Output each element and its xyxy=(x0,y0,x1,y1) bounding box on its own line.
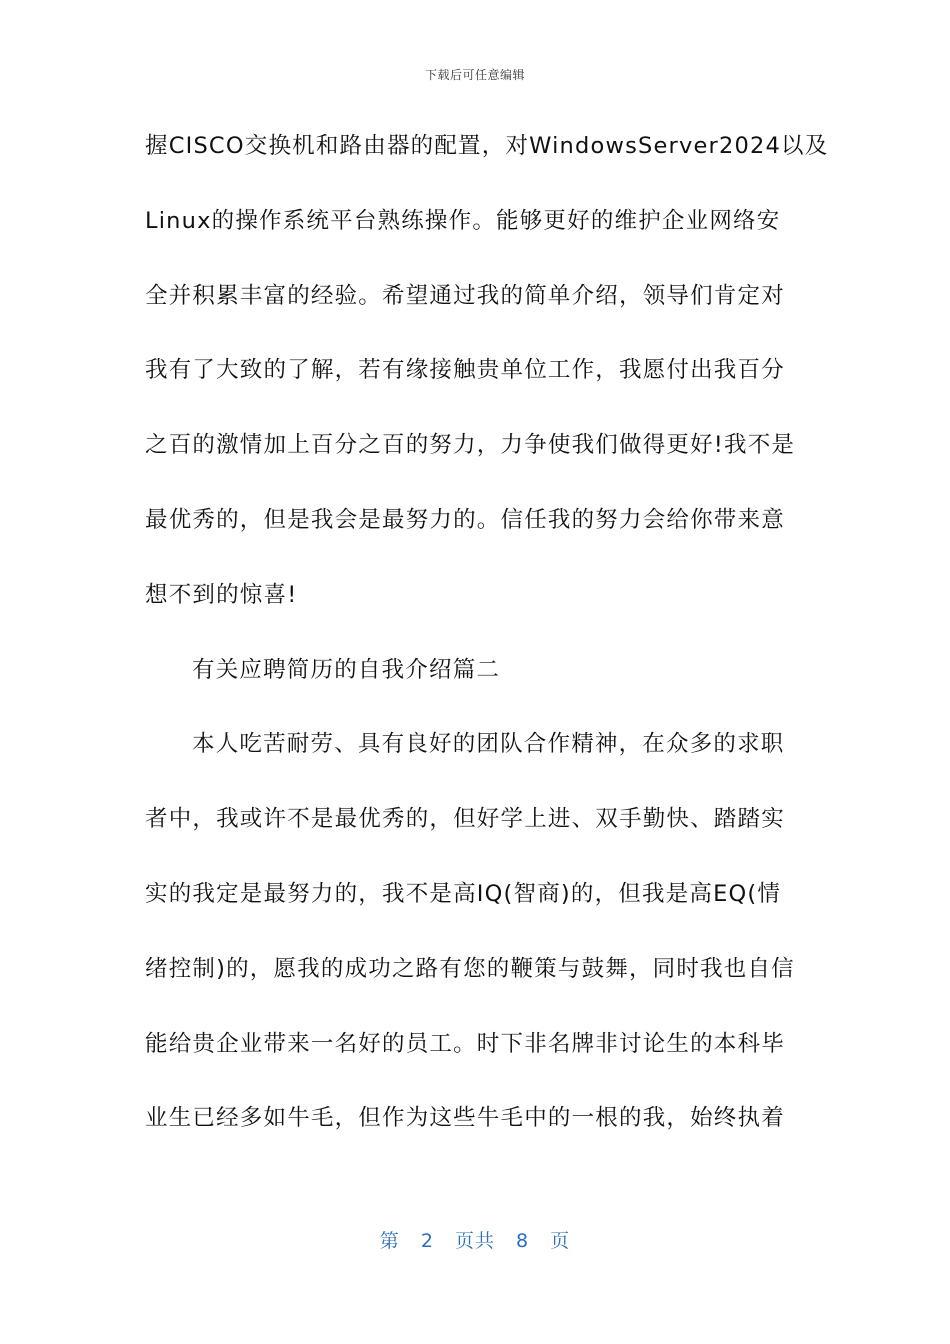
footer-label-ye-gong: 页共 xyxy=(454,1230,495,1252)
text-line: 握CISCO交换机和路由器的配置，对WindowsServer2024以及 xyxy=(145,133,829,159)
text-line: 全并积累丰富的经验。希望通过我的简单介绍，领导们肯定对 xyxy=(145,282,785,309)
text-line: 能给贵企业带来一名好的员工。时下非名牌非讨论生的本科毕 xyxy=(145,1030,785,1057)
footer-label-ye: 页 xyxy=(550,1230,571,1252)
footer-label-di: 第 xyxy=(379,1230,400,1252)
text-line: 想不到的惊喜! xyxy=(145,581,298,608)
text-line: 绪控制)的，愿我的成功之路有您的鞭策与鼓舞，同时我也自信 xyxy=(145,955,795,982)
text-line: 之百的激情加上百分之百的努力，力争使我们做得更好!我不是 xyxy=(145,432,796,459)
text-line: 实的我定是最努力的，我不是高IQ(智商)的，但我是高EQ(情 xyxy=(145,880,782,907)
text-line: 者中，我或许不是最优秀的，但好学上进、双手勤快、踏踏实 xyxy=(145,806,785,833)
text-line: 本人吃苦耐劳、具有良好的团队合作精神，在众多的求职 xyxy=(192,731,785,758)
footer-page-current: 2 xyxy=(420,1230,434,1252)
section-heading: 有关应聘简历的自我介绍篇二 xyxy=(192,656,501,683)
text-line: Linux的操作系统平台熟练操作。能够更好的维护企业网络安 xyxy=(145,207,781,234)
document-body xyxy=(145,128,829,1175)
page-header: 下载后可任意编辑 xyxy=(424,68,525,82)
text-line: 最优秀的，但是我会是最努力的。信任我的努力会给你带来意 xyxy=(145,506,785,533)
page-footer xyxy=(0,1226,950,1253)
text-line: 业生已经多如牛毛，但作为这些牛毛中的一根的我，始终执着 xyxy=(145,1105,785,1132)
text-line: 我有了大致的了解，若有缘接触贵单位工作，我愿付出我百分 xyxy=(145,357,785,384)
footer-page-total: 8 xyxy=(516,1230,530,1252)
